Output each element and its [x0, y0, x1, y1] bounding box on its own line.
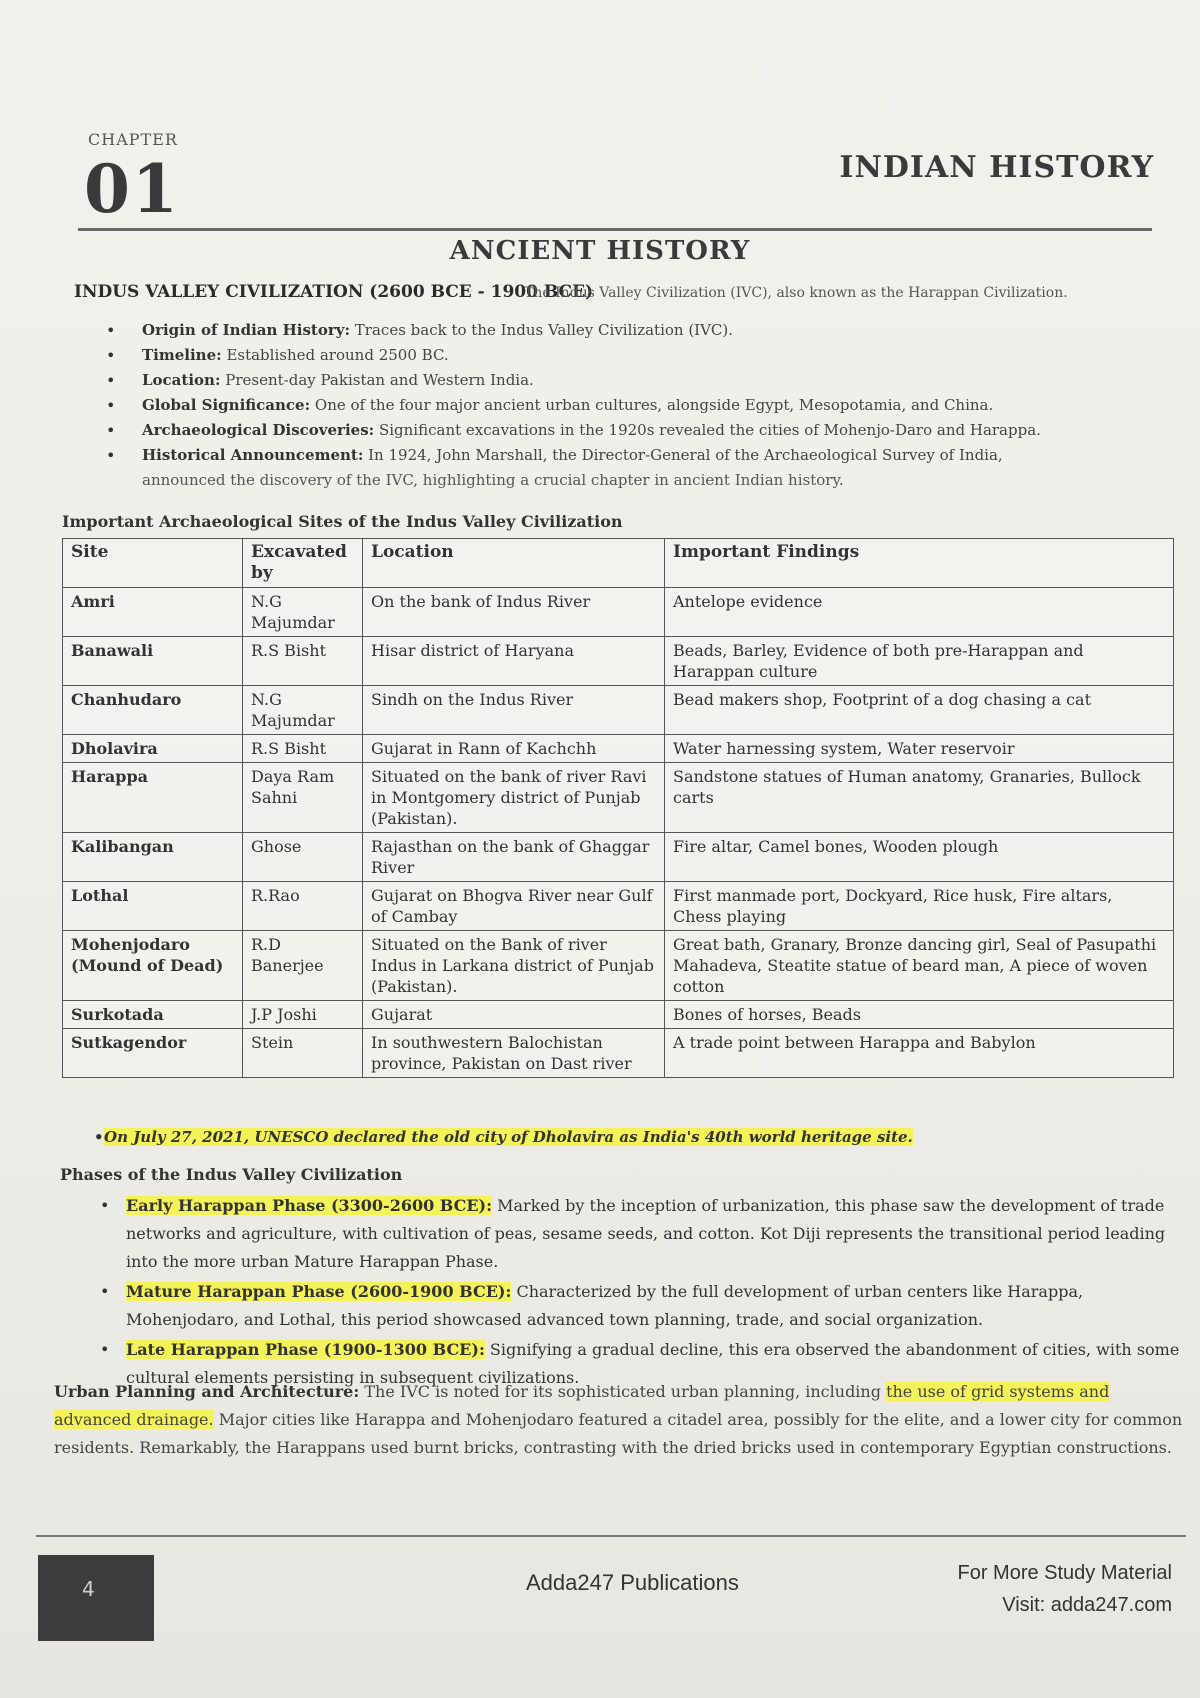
bullet-text: Present-day Pakistan and Western India.: [220, 371, 534, 389]
table-row: [63, 735, 1174, 763]
subject-title: INDIAN HISTORY: [839, 150, 1154, 185]
bullet-text: Traces back to the Indus Valley Civilization (IVC).: [350, 321, 734, 339]
website-link[interactable]: Visit: adda247.com: [1002, 1594, 1172, 1616]
page-number: 4: [82, 1577, 95, 1601]
cell-excavator: N.G Majumdar: [243, 588, 363, 637]
bullet-item: [100, 393, 1160, 418]
table-row: [63, 882, 1174, 931]
table-header-row: [63, 539, 1174, 588]
bullet-text: One of the four major ancient urban cultures, alongside Egypt, Mesopotamia, and China.: [310, 396, 994, 414]
header-location: Location: [363, 539, 665, 588]
cell-findings: A trade point between Harappa and Babylon: [665, 1029, 1174, 1078]
cell-location: Gujarat in Rann of Kachchh: [363, 735, 665, 763]
cell-findings: Bones of horses, Beads: [665, 1001, 1174, 1029]
cell-excavator: Stein: [243, 1029, 363, 1078]
phases-title: Phases of the Indus Valley Civilization: [60, 1165, 403, 1184]
cell-excavator: R.D Banerjee: [243, 931, 363, 1001]
urban-highlight: the use of grid systems and advanced drainage.: [54, 1382, 1110, 1429]
cell-location: Hisar district of Haryana: [363, 637, 665, 686]
phase-name: Early Harappan Phase (3300-2600 BCE):: [126, 1196, 493, 1215]
phases-list: [100, 1192, 1182, 1394]
cell-excavator: R.S Bisht: [243, 735, 363, 763]
bullet-label: Origin of Indian History:: [142, 321, 351, 339]
table-row: [63, 588, 1174, 637]
bullet-text: Significant excavations in the 1920s revealed the cities of Mohenjo-Daro and Harappa.: [374, 421, 1041, 439]
bullet-label: Location:: [142, 371, 221, 389]
cell-location: On the bank of Indus River: [363, 588, 665, 637]
table-row: [63, 1029, 1174, 1078]
table-caption: Important Archaeological Sites of the Indus Valley Civilization: [62, 512, 623, 531]
cell-findings: Water harnessing system, Water reservoir: [665, 735, 1174, 763]
bullet-item: [100, 443, 1160, 493]
cell-location: Situated on the bank of river Ravi in Montgomery district of Punjab (Pakistan).: [363, 763, 665, 833]
phase-text: Characterized by the full development of urban centers like Harappa, Mohenjodaro, and Lothal, this period showcased advanced town planning, trade, and social organization.: [126, 1282, 1084, 1329]
cell-findings: Great bath, Granary, Bronze dancing girl, Seal of Pasupathi Mahadeva, Steatite statue of beard man, A piece of woven cotton: [665, 931, 1174, 1001]
bullet-label: Historical Announcement:: [142, 446, 364, 464]
cell-location: Sindh on the Indus River: [363, 686, 665, 735]
cell-excavator: R.S Bisht: [243, 637, 363, 686]
table-row: [63, 637, 1174, 686]
bullet-label: Global Significance:: [142, 396, 311, 414]
footer-divider: [36, 1535, 1186, 1537]
cell-location: Rajasthan on the bank of Ghaggar River: [363, 833, 665, 882]
header-findings: Important Findings: [665, 539, 1174, 588]
cell-site: Harappa: [63, 763, 243, 833]
sites-table: [62, 538, 1174, 1078]
header-site: Site: [63, 539, 243, 588]
cell-location: Gujarat: [363, 1001, 665, 1029]
cell-excavator: J.P Joshi: [243, 1001, 363, 1029]
urban-planning-paragraph: [54, 1378, 1186, 1462]
cell-findings: Beads, Barley, Evidence of both pre-Harappan and Harappan culture: [665, 637, 1174, 686]
urban-text-b: Major cities like Harappa and Mohenjodaro featured a citadel area, possibly for the elite, and a lower city for common residents. Remarkably, the Harappans used burnt bricks, contrasting with the dried bricks used in contemporary Egyptian constructions.: [54, 1410, 1183, 1457]
ivc-bullet-list: [100, 318, 1160, 493]
cell-site: Kalibangan: [63, 833, 243, 882]
table-row: [63, 686, 1174, 735]
phase-item: [100, 1278, 1182, 1334]
phase-item: [100, 1192, 1182, 1276]
cell-site: Lothal: [63, 882, 243, 931]
cell-site: Banawali: [63, 637, 243, 686]
cell-site: Chanhudaro: [63, 686, 243, 735]
bullet-item: [100, 418, 1160, 443]
page-number-badge: [38, 1555, 154, 1641]
cell-location: Gujarat on Bhogva River near Gulf of Cambay: [363, 882, 665, 931]
bullet-item: [100, 343, 1160, 368]
bullet-text: In 1924, John Marshall, the Director-General of the Archaeological Survey of India,: [363, 446, 1003, 464]
cell-findings: Fire altar, Camel bones, Wooden plough: [665, 833, 1174, 882]
cell-findings: First manmade port, Dockyard, Rice husk, Fire altars, Chess playing: [665, 882, 1174, 931]
ivc-heading: INDUS VALLEY CIVILIZATION (2600 BCE - 1900 BCE): [74, 282, 594, 302]
cell-findings: Bead makers shop, Footprint of a dog chasing a cat: [665, 686, 1174, 735]
cell-site: Mohenjodaro (Mound of Dead): [63, 931, 243, 1001]
chapter-label: CHAPTER: [88, 130, 178, 149]
cell-site: Amri: [63, 588, 243, 637]
cell-site: Surkotada: [63, 1001, 243, 1029]
cell-excavator: Ghose: [243, 833, 363, 882]
chapter-number: 01: [84, 150, 180, 228]
cell-findings: Sandstone statues of Human anatomy, Granaries, Bullock carts: [665, 763, 1174, 833]
ivc-intro: The Indus Valley Civilization (IVC), also known as the Harappan Civilization.: [524, 285, 1068, 301]
cell-site: Dholavira: [63, 735, 243, 763]
table-row: [63, 833, 1174, 882]
more-material-line: For More Study Material: [957, 1562, 1172, 1584]
cell-location: In southwestern Balochistan province, Pakistan on Dast river: [363, 1029, 665, 1078]
bullet-item: [100, 318, 1160, 343]
cell-findings: Antelope evidence: [665, 588, 1174, 637]
bullet-label: Archaeological Discoveries:: [142, 421, 375, 439]
urban-text-a: The IVC is noted for its sophisticated urban planning, including: [359, 1382, 887, 1401]
section-title: ANCIENT HISTORY: [449, 236, 751, 266]
phase-name: Mature Harappan Phase (2600-1900 BCE):: [126, 1282, 512, 1301]
more-material: [957, 1557, 1172, 1621]
cell-excavator: R.Rao: [243, 882, 363, 931]
phase-text: Marked by the inception of urbanization, this phase saw the development of trade networks and agriculture, with cultivation of peas, sesame seeds, and cotton. Kot Diji represents the transitional period leading into the more urban Mature Harappan Phase.: [126, 1196, 1166, 1271]
phase-text: Signifying a gradual decline, this era observed the abandonment of cities, with some cultural elements persisting in subsequent civilizations.: [126, 1340, 1180, 1387]
cell-location: Situated on the Bank of river Indus in Larkana district of Punjab (Pakistan).: [363, 931, 665, 1001]
unesco-note: [104, 1128, 913, 1146]
table-row: [63, 931, 1174, 1001]
cell-excavator: Daya Ram Sahni: [243, 763, 363, 833]
table-row: [63, 1001, 1174, 1029]
unesco-note-text: On July 27, 2021, UNESCO declared the old city of Dholavira as India's 40th world heritage site.: [104, 1128, 913, 1146]
cell-excavator: N.G Majumdar: [243, 686, 363, 735]
bullet-continuation: announced the discovery of the IVC, highlighting a crucial chapter in ancient Indian history.: [142, 471, 844, 489]
header-excavated-by: Excavated by: [243, 539, 363, 588]
header-divider: [78, 228, 1152, 231]
bullet-text: Established around 2500 BC.: [221, 346, 449, 364]
bullet-label: Timeline:: [142, 346, 222, 364]
bullet-item: [100, 368, 1160, 393]
publisher-name: Adda247 Publications: [526, 1570, 739, 1595]
table-row: [63, 763, 1174, 833]
urban-label: Urban Planning and Architecture:: [54, 1382, 360, 1401]
cell-site: Sutkagendor: [63, 1029, 243, 1078]
phase-name: Late Harappan Phase (1900-1300 BCE):: [126, 1340, 485, 1359]
